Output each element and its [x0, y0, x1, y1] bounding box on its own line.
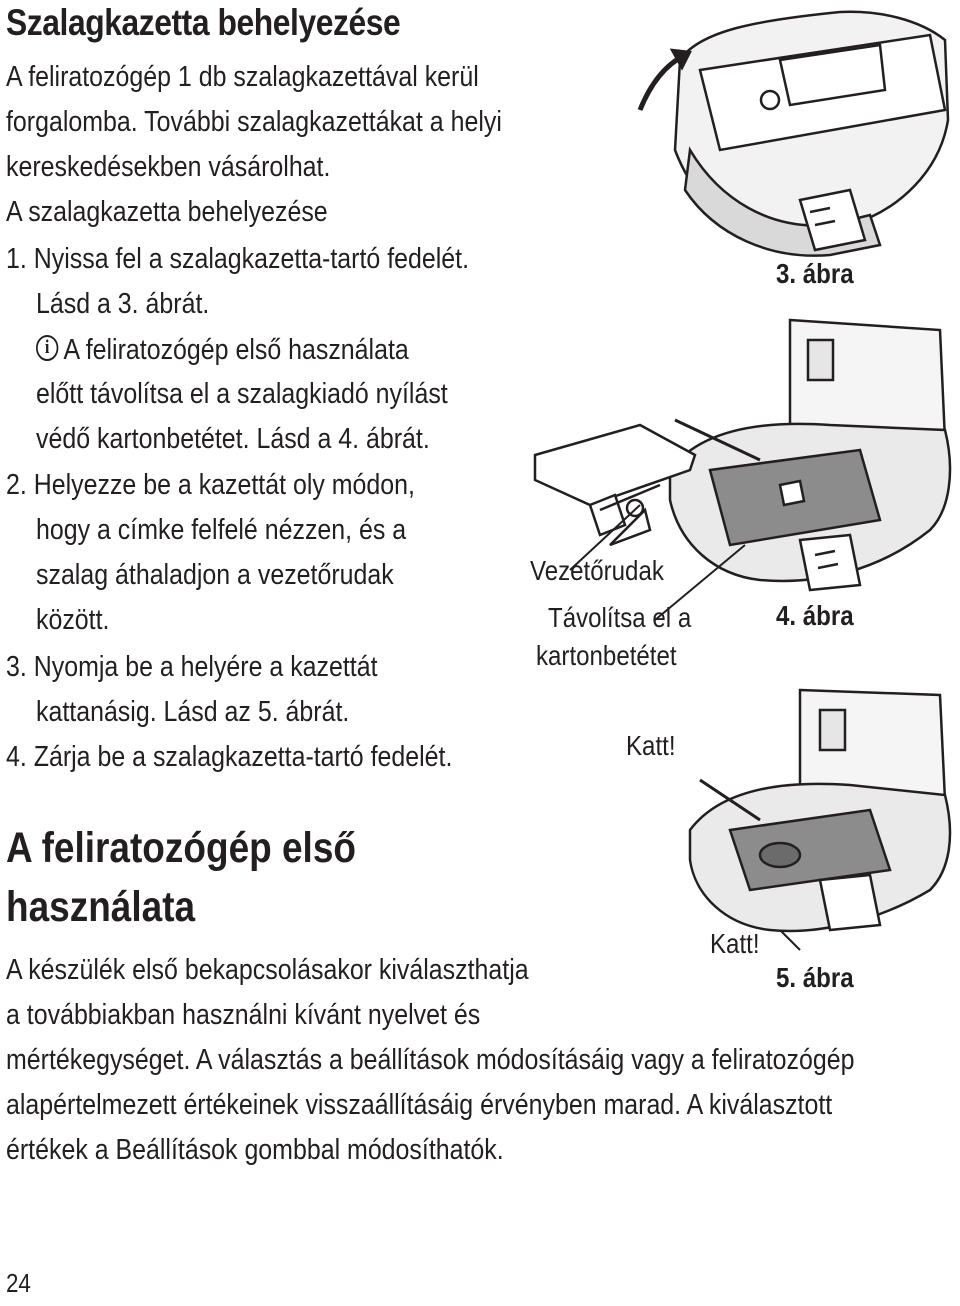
label-guides: Vezetőrudak: [530, 555, 664, 586]
info-icon: i: [36, 335, 58, 361]
note-line-2: előtt távolítsa el a szalagkiadó nyílást: [36, 378, 448, 410]
intro-line-2: forgalomba. További szalagkazettákat a helyi: [6, 106, 502, 138]
page-number: 24: [6, 1268, 31, 1298]
figure-4-caption: 4. ábra: [776, 600, 854, 631]
label-click-a: Katt!: [626, 730, 676, 761]
step-1: 1. Nyissa fel a szalagkazetta-tartó fedelét.: [6, 243, 470, 275]
section2-text-4: alapértelmezett értékeinek visszaállításáig érvényben marad. A kiválasztott: [6, 1089, 833, 1121]
label-remove-2: kartonbetétet: [536, 640, 677, 671]
figure-3-caption: 3. ábra: [776, 258, 854, 289]
note-line-1: [36, 328, 409, 373]
intro-line-3: kereskedésekben vásárolhat.: [6, 151, 331, 183]
section2-text-3: mértékegységet. A választás a beállítások módosításáig vagy a feliratozógép: [6, 1044, 855, 1076]
section2-title-line-1: A feliratozógép első: [6, 824, 356, 872]
figure-3-labeler-lid-open: [640, 12, 948, 256]
section2-title-line-2: használata: [6, 883, 196, 931]
section2-text-1: A készülék első bekapcsolásakor kiválaszthatja: [6, 954, 529, 986]
step-3-line-2: kattanásig. Lásd az 5. ábrát.: [36, 696, 350, 728]
step-2-line-4: között.: [36, 604, 110, 636]
section2-text-5: értékek a Beállítások gombbal módosíthatók.: [6, 1134, 504, 1166]
step-2: 2. Helyezze be a kazettát oly módon,: [6, 469, 415, 501]
note-line-3: védő kartonbetétet. Lásd a 4. ábrát.: [36, 423, 430, 455]
note-text: A feliratozógép első használata: [63, 334, 409, 366]
step-1-ref: Lásd a 3. ábrát.: [36, 288, 210, 320]
step-2-line-2: hogy a címke felfelé nézzen, és a: [36, 514, 407, 546]
step-4: 4. Zárja be a szalagkazetta-tartó fedelét.: [6, 741, 453, 773]
figure-5-caption: 5. ábra: [776, 962, 854, 993]
step-3: 3. Nyomja be a helyére a kazettát: [6, 651, 378, 683]
page-title: Szalagkazetta behelyezése: [6, 2, 401, 43]
figure-5-cassette-click: [690, 690, 950, 950]
label-remove-1: Távolítsa el a: [548, 602, 692, 633]
subheading: A szalagkazetta behelyezése: [6, 196, 328, 228]
intro-line-1: A feliratozógép 1 db szalagkazettával kerül: [6, 61, 479, 93]
step-2-line-3: szalag áthaladjon a vezetőrudak: [36, 559, 394, 591]
label-click-b: Katt!: [710, 928, 760, 959]
section2-text-2: a továbbiakban használni kívánt nyelvet és: [6, 999, 481, 1031]
